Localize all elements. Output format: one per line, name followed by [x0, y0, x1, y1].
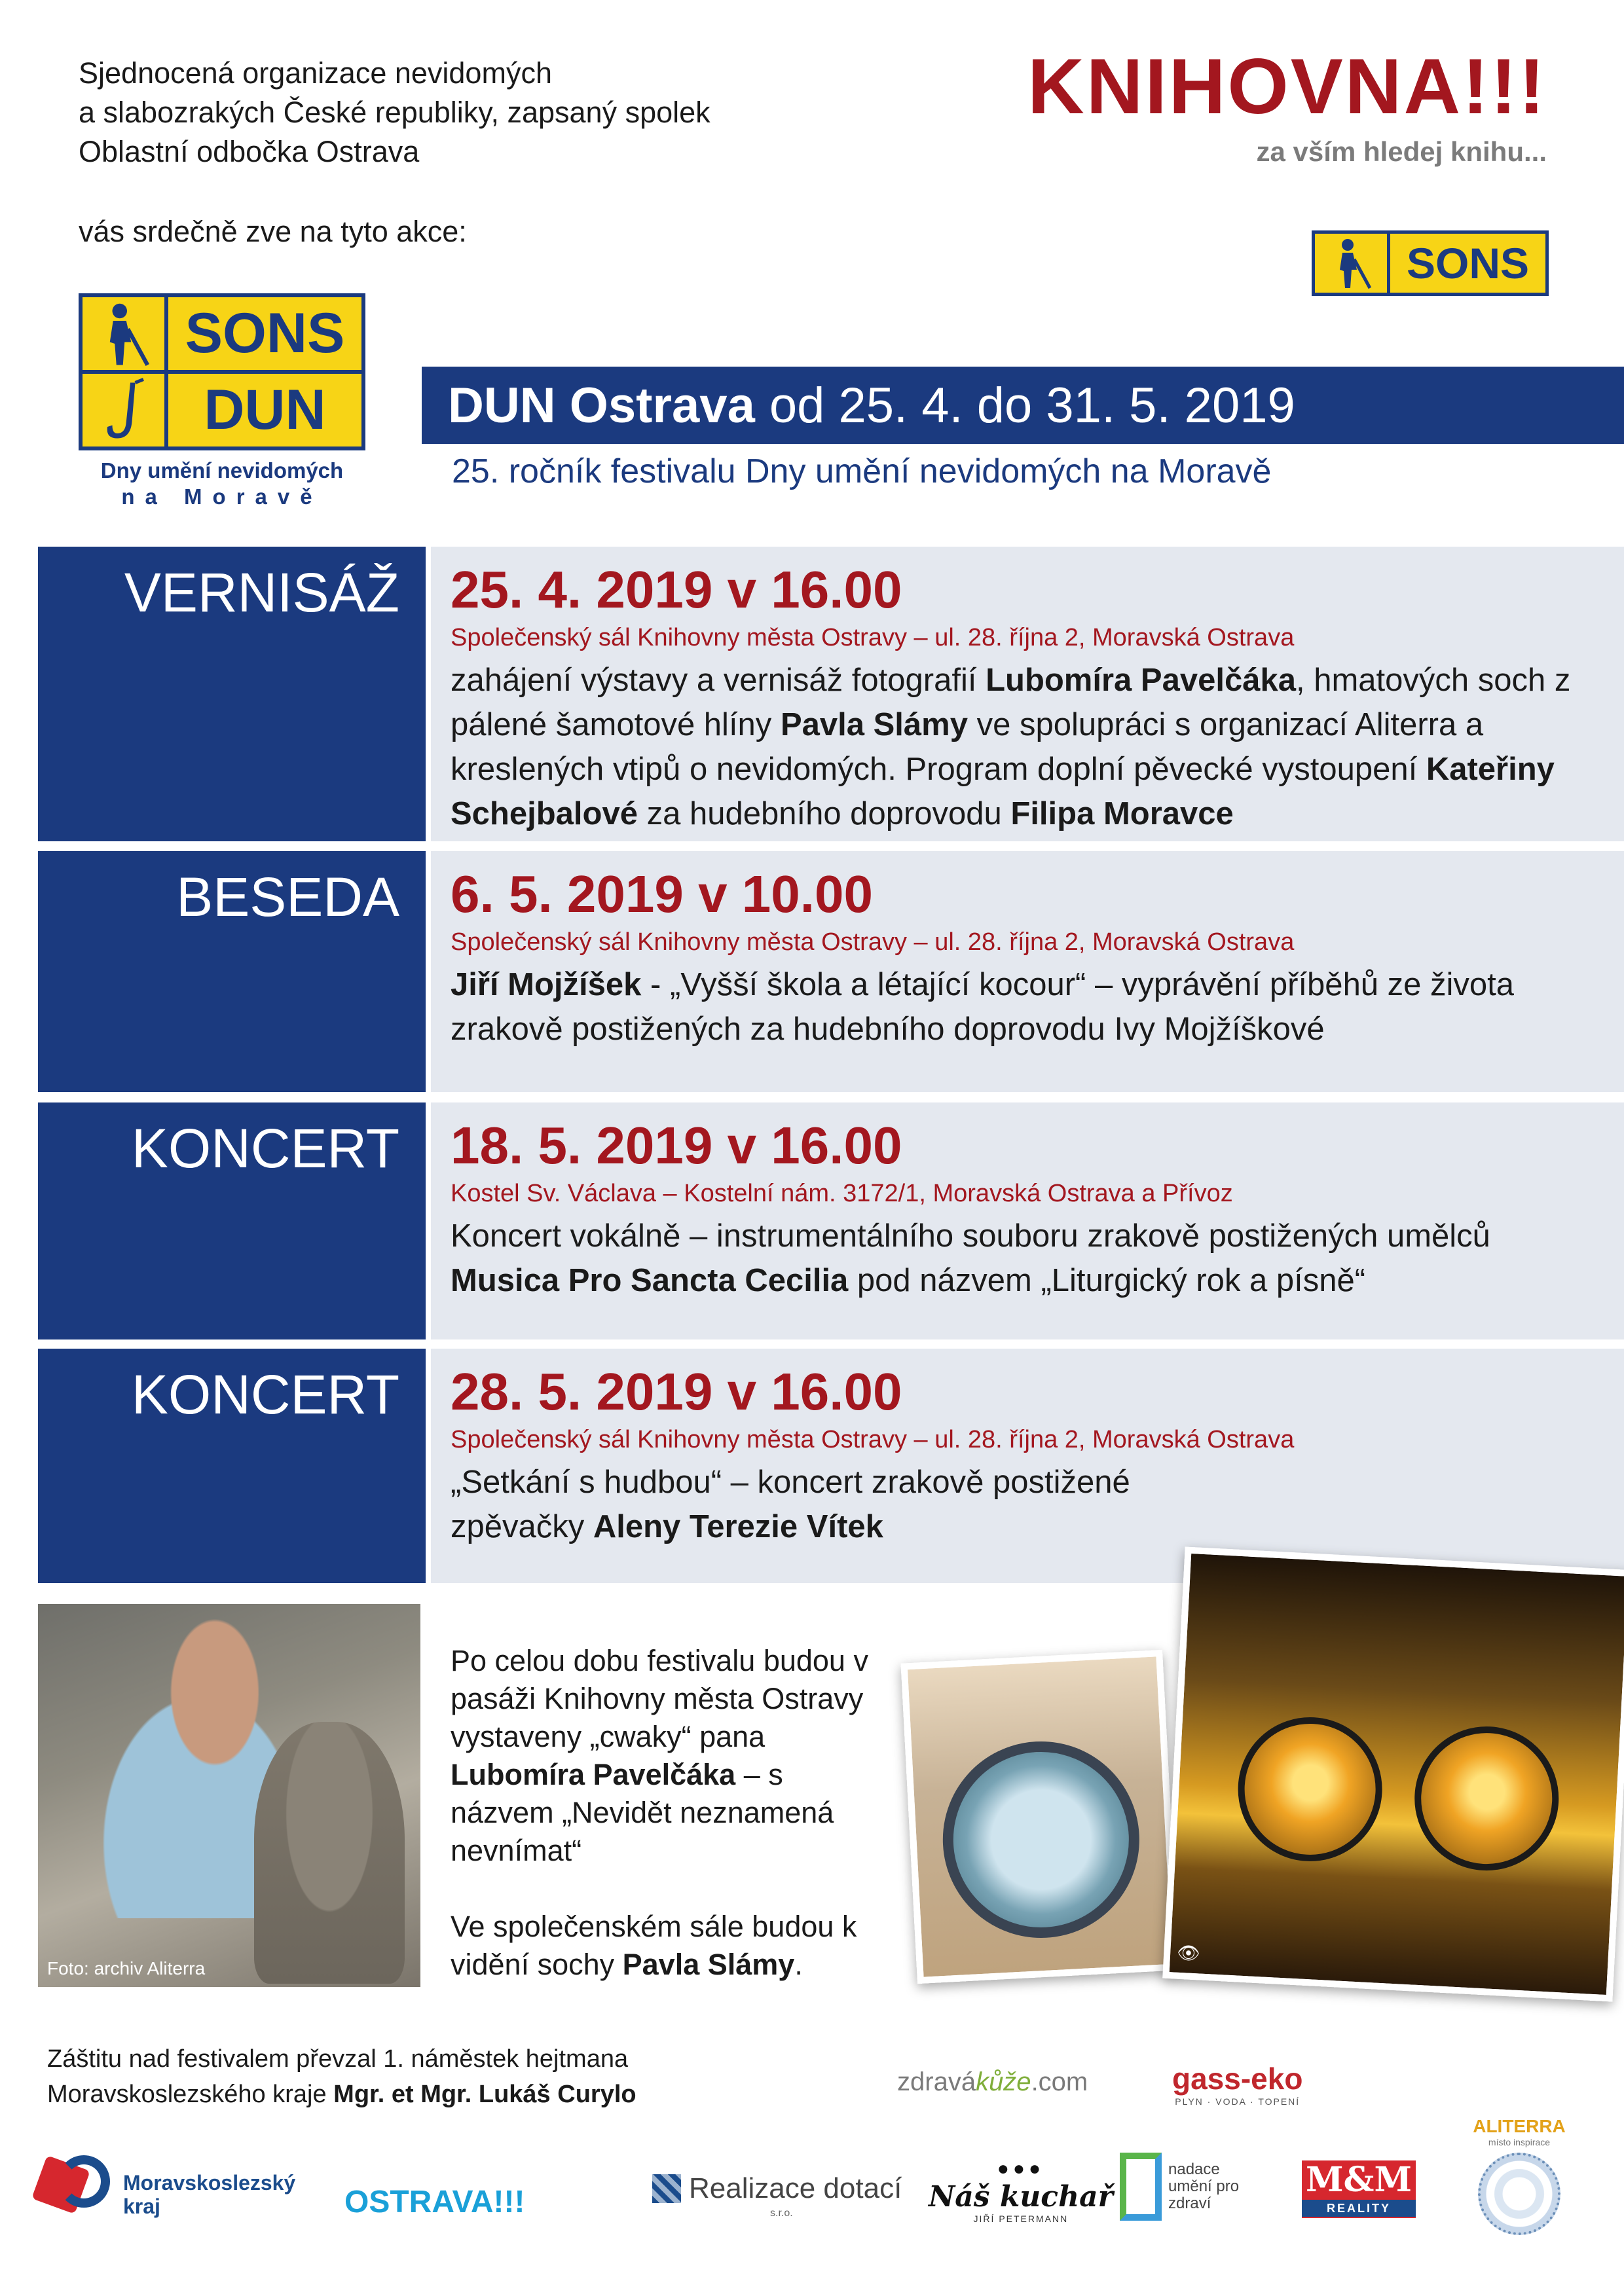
photo-credit: Foto: archiv Aliterra [47, 1958, 206, 1978]
moravskoslezsky-kraj-logo: Moravskoslezský kraj [38, 2155, 295, 2234]
nas-kuchar-logo: ●●● Náš kuchař JIŘÍ PETERMANN [929, 2158, 1113, 2224]
event-place: Společenský sál Knihovny města Ostravy – ul. 28. října 2, Moravská Ostrava [451, 624, 1295, 651]
glasses-sunset-photo [1162, 1546, 1624, 2001]
ostrava-logo: OSTRAVA!!! [344, 2185, 525, 2219]
patron-text: Záštitu nad festivalem převzal 1. náměstek hejtmana Moravskoslezského kraje Mgr. et Mgr. Lukáš Curylo [47, 2045, 637, 2108]
event-place: Společenský sál Knihovny města Ostravy – ul. 28. října 2, Moravská Ostrava [451, 928, 1295, 956]
glasses-lens-right [1411, 1722, 1562, 1874]
description-text: pod názvem „Liturgický rok a písně“ [848, 1263, 1366, 1298]
event-date: 6. 5. 2019 v 10.00 [451, 865, 873, 923]
realizace-mark-icon [652, 2174, 681, 2203]
invite-text: vás srdečně zve na tyto akce: [79, 215, 467, 248]
highlighted-name: Aleny Terezie Vítek [593, 1509, 883, 1544]
exhibition-paragraph-2: Ve společenském sále budou k vidění sochy Pavla Slámy. [451, 1910, 857, 1981]
mm-reality-logo: M&M REALITY [1302, 2160, 1416, 2218]
zdrava-kuze-logo: zdravákůže.com [897, 2068, 1088, 2096]
festival-header-bar [422, 367, 1624, 444]
magnifier-photo [900, 1650, 1179, 1984]
event-beseda [431, 851, 1624, 1092]
exhibition-text [451, 1642, 883, 1984]
nadace-mark-icon [1120, 2153, 1162, 2221]
highlighted-name: Pavla Slámy [780, 707, 968, 742]
event-label: KONCERT [38, 1102, 426, 1339]
sculptor-photo [38, 1604, 420, 1987]
festival-subtitle: 25. ročník festivalu Dny umění nevidomých na Moravě [452, 452, 1272, 490]
event-date: 28. 5. 2019 v 16.00 [451, 1362, 902, 1421]
knihovna-logo [1027, 41, 1547, 168]
highlighted-name: Lubomíra Pavelčáka [986, 663, 1296, 698]
event-description [451, 1460, 1624, 1549]
intro-line-3: Oblastní odbočka Ostrava [79, 135, 420, 168]
highlighted-name: Filipa Moravce [1010, 796, 1234, 831]
intro-line-1: Sjednocená organizace nevidomých [79, 56, 552, 90]
aliterra-mandala-icon [1478, 2153, 1560, 2235]
highlighted-name: Jiří Mojžíšek [451, 967, 642, 1002]
description-text: ve spolupráci s organizací Aliterra a kreslených vtipů o nevidomých. Program doplní pěvecké vystoupení [451, 707, 1484, 787]
event-place: Společenský sál Knihovny města Ostravy – ul. 28. října 2, Moravská Ostrava [451, 1426, 1295, 1453]
dun-caption-2: na Moravě [121, 484, 323, 509]
dun-caption-1: Dny umění nevidomých [100, 458, 344, 483]
highlighted-name: Musica Pro Sancta Cecilia [451, 1263, 849, 1298]
nadace-logo: nadace umění pro zdraví [1120, 2153, 1247, 2221]
knihovna-wordmark: KNIHOVNA!!! [1027, 43, 1547, 130]
saxophone-icon [83, 374, 164, 446]
gass-eko-logo: gass-eko PLYN · VODA · TOPENÍ [1172, 2062, 1303, 2107]
description-text: zahájení výstavy a vernisáž fotografií [451, 663, 986, 698]
exhibition-paragraph-1: Po celou dobu festivalu budou v pasáži Knihovny města Ostravy vystaveny „cwaky“ pana Lubomíra Pavelčáka – s názvem „Nevidět neznamená nevnímat“ [451, 1644, 868, 1867]
description-text: - „Vyšší škola a létající kocour“ – vyprávění příběhů ze života zrakově postižených za hudebního doprovodu Ivy Mojžíškové [451, 967, 1515, 1047]
event-place: Kostel Sv. Václava – Kostelní nám. 3172/1, Moravská Ostrava a Přívoz [451, 1180, 1233, 1207]
festival-dates: od 25. 4. do 31. 5. 2019 [769, 377, 1295, 433]
festival-name: DUN Ostrava [448, 377, 755, 433]
realizace-dotaci-logo: Realizace dotací s.r.o. [652, 2172, 902, 2205]
dun-word: DUN [204, 378, 326, 441]
eye-icon: 👁 [1176, 1942, 1201, 1964]
aliterra-logo: ALITERRA místo inspirace [1460, 2116, 1578, 2235]
description-text: „Setkání s hudbou“ – koncert zrakově postižené zpěvačky [451, 1465, 1130, 1544]
event-description [451, 1214, 1624, 1303]
event-date: 18. 5. 2019 v 16.00 [451, 1116, 902, 1175]
sons-logo-small [1312, 230, 1549, 296]
sons-word: SONS [185, 302, 345, 365]
knihovna-tagline: za vším hledej knihu... [1256, 136, 1547, 167]
highlighted-name: Kateřiny Schejbalové [451, 752, 1555, 831]
description-text: , hmatových soch z pálené šamotové hlíny [451, 663, 1571, 742]
sons-small-text: SONS [1390, 234, 1545, 293]
event-date: 25. 4. 2019 v 16.00 [451, 560, 902, 619]
sons-dun-logo [79, 293, 365, 509]
event-description [451, 658, 1624, 836]
event-koncert-1 [431, 1102, 1624, 1339]
description-text: Koncert vokálně – instrumentálního souboru zrakově postižených umělců [451, 1218, 1490, 1254]
event-label: KONCERT [38, 1349, 426, 1583]
magnifier-lens [938, 1736, 1144, 1942]
glasses-lens-left [1234, 1713, 1386, 1865]
clay-bust [254, 1722, 405, 1984]
blind-person-icon [83, 297, 164, 370]
region-mark-icon [38, 2155, 117, 2234]
chef-icon: ●●● [997, 2158, 1045, 2179]
blind-person-icon [1315, 234, 1387, 293]
event-koncert-2 [431, 1349, 1624, 1583]
event-vernisaz [431, 547, 1624, 841]
intro-block [79, 54, 710, 251]
intro-line-2: a slabozrakých České republiky, zapsaný spolek [79, 96, 710, 129]
event-description [451, 962, 1624, 1051]
description-text: za hudebního doprovodu [637, 796, 1011, 831]
patron-name: Mgr. et Mgr. Lukáš Curylo [333, 2081, 637, 2108]
event-label: BESEDA [38, 851, 426, 1092]
event-label: VERNISÁŽ [38, 547, 426, 841]
